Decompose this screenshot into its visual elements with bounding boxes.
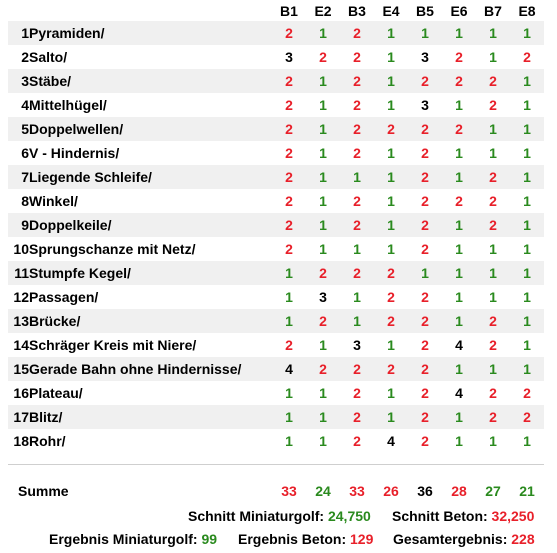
score-cell: 1 (476, 261, 510, 285)
score-cell: 2 (374, 117, 408, 141)
score-cell: 2 (408, 309, 442, 333)
row-number: 16 (8, 381, 29, 405)
score-cell: 1 (306, 405, 340, 429)
score-cell: 2 (272, 117, 306, 141)
score-cell: 1 (374, 141, 408, 165)
score-cell: 2 (510, 45, 544, 69)
score-cell: 2 (408, 69, 442, 93)
score-cell: 1 (510, 333, 544, 357)
score-cell: 3 (340, 333, 374, 357)
res-beton-stat (238, 531, 373, 547)
obstacle-name: Pyramiden/ (29, 21, 272, 45)
score-cell: 2 (340, 45, 374, 69)
table-row (8, 189, 544, 213)
score-cell: 1 (510, 213, 544, 237)
score-cell: 1 (510, 21, 544, 45)
score-cell: 1 (340, 309, 374, 333)
table-row (8, 45, 544, 69)
summe-total: 24 (315, 483, 331, 499)
score-cell: 2 (340, 213, 374, 237)
res-total-value: 228 (511, 531, 535, 547)
score-cell: 1 (510, 141, 544, 165)
score-cell: 1 (510, 357, 544, 381)
score-cell: 1 (510, 261, 544, 285)
score-cell: 2 (340, 357, 374, 381)
score-cell: 2 (476, 189, 510, 213)
score-cell: 2 (374, 261, 408, 285)
score-cell: 1 (476, 429, 510, 453)
score-cell: 1 (374, 381, 408, 405)
avg-beton-label: Schnitt Beton: (392, 508, 488, 524)
score-cell: 1 (408, 21, 442, 45)
score-cell: 2 (272, 21, 306, 45)
row-number: 6 (8, 141, 29, 165)
row-number: 12 (8, 285, 29, 309)
score-cell: 1 (272, 405, 306, 429)
score-cell: 1 (442, 213, 476, 237)
score-cell: 1 (442, 237, 476, 261)
res-mini-stat (49, 531, 217, 547)
header-hole: E6 (442, 0, 476, 21)
score-cell: 2 (272, 165, 306, 189)
avg-mini-stat (188, 508, 371, 524)
score-cell: 1 (510, 429, 544, 453)
score-cell: 1 (374, 21, 408, 45)
score-cell: 2 (476, 165, 510, 189)
score-cell: 1 (510, 69, 544, 93)
table-row (8, 141, 544, 165)
summe-total: 33 (281, 483, 297, 499)
res-beton-value: 129 (350, 531, 374, 547)
obstacle-name: Gerade Bahn ohne Hindernisse/ (29, 357, 272, 381)
score-cell: 2 (340, 189, 374, 213)
table-row (8, 285, 544, 309)
score-cell: 2 (374, 285, 408, 309)
score-cell: 1 (306, 237, 340, 261)
header-hole: E8 (510, 0, 544, 21)
score-cell: 2 (442, 69, 476, 93)
score-cell: 1 (374, 93, 408, 117)
summe-total: 28 (451, 483, 467, 499)
score-cell: 1 (306, 69, 340, 93)
score-cell: 2 (408, 237, 442, 261)
score-cell: 2 (476, 333, 510, 357)
obstacle-name: Doppelwellen/ (29, 117, 272, 141)
obstacle-name: Brücke/ (29, 309, 272, 333)
score-cell: 2 (408, 333, 442, 357)
row-number: 7 (8, 165, 29, 189)
header-hole: B3 (340, 0, 374, 21)
score-cell: 1 (442, 21, 476, 45)
score-cell: 1 (510, 309, 544, 333)
row-number: 2 (8, 45, 29, 69)
score-cell: 1 (272, 309, 306, 333)
score-cell: 1 (442, 141, 476, 165)
obstacle-name: Schräger Kreis mit Niere/ (29, 333, 272, 357)
score-cell: 2 (272, 69, 306, 93)
res-beton-label: Ergebnis Beton: (238, 531, 347, 547)
score-cell: 1 (272, 381, 306, 405)
score-cell: 4 (374, 429, 408, 453)
avg-beton-value: 32,250 (491, 508, 535, 524)
score-cell: 2 (442, 117, 476, 141)
score-cell: 2 (476, 213, 510, 237)
table-row (8, 213, 544, 237)
header-blank (29, 0, 272, 21)
row-number: 3 (8, 69, 29, 93)
score-cell: 3 (408, 45, 442, 69)
obstacle-name: V - Hindernis/ (29, 141, 272, 165)
score-cell: 1 (442, 93, 476, 117)
header-hole: B5 (408, 0, 442, 21)
score-cell: 1 (374, 237, 408, 261)
table-row (8, 357, 544, 381)
obstacle-name: Winkel/ (29, 189, 272, 213)
table-row (8, 261, 544, 285)
obstacle-name: Liegende Schleife/ (29, 165, 272, 189)
score-cell: 1 (374, 165, 408, 189)
score-cell: 1 (510, 165, 544, 189)
score-cell: 2 (306, 357, 340, 381)
score-cell: 1 (442, 405, 476, 429)
obstacle-name: Passagen/ (29, 285, 272, 309)
score-cell: 1 (510, 189, 544, 213)
header-hole: B7 (476, 0, 510, 21)
score-cell: 2 (306, 309, 340, 333)
row-number: 1 (8, 21, 29, 45)
score-cell: 1 (374, 45, 408, 69)
score-cell: 2 (510, 405, 544, 429)
score-cell: 3 (272, 45, 306, 69)
score-cell: 1 (476, 357, 510, 381)
score-cell: 2 (306, 45, 340, 69)
score-cell: 2 (340, 21, 374, 45)
score-cell: 1 (442, 309, 476, 333)
avg-beton-stat (392, 508, 534, 524)
score-cell: 4 (272, 357, 306, 381)
row-number: 8 (8, 189, 29, 213)
score-cell: 2 (340, 69, 374, 93)
score-cell: 1 (476, 117, 510, 141)
score-cell: 1 (306, 117, 340, 141)
obstacle-name: Stäbe/ (29, 69, 272, 93)
obstacle-name: Sprungschanze mit Netz/ (29, 237, 272, 261)
obstacle-name: Blitz/ (29, 405, 272, 429)
score-cell: 1 (306, 93, 340, 117)
score-cell: 2 (272, 141, 306, 165)
score-cell: 1 (306, 165, 340, 189)
score-cell: 2 (374, 309, 408, 333)
table-row (8, 237, 544, 261)
score-cell: 2 (408, 117, 442, 141)
score-cell: 1 (442, 261, 476, 285)
score-cell: 2 (442, 189, 476, 213)
score-cell: 2 (408, 213, 442, 237)
score-cell: 3 (306, 285, 340, 309)
row-number: 15 (8, 357, 29, 381)
summe-total: 26 (383, 483, 399, 499)
score-cell: 1 (476, 141, 510, 165)
score-cell: 2 (272, 213, 306, 237)
table-row (8, 405, 544, 429)
score-cell: 2 (408, 165, 442, 189)
score-cell: 1 (510, 285, 544, 309)
score-cell: 1 (306, 21, 340, 45)
score-cell: 2 (272, 333, 306, 357)
score-cell: 2 (340, 141, 374, 165)
score-cell: 2 (340, 261, 374, 285)
score-cell: 1 (340, 285, 374, 309)
avg-mini-value: 24,750 (327, 508, 371, 524)
row-number: 5 (8, 117, 29, 141)
score-cell: 2 (408, 141, 442, 165)
header-hole: E2 (306, 0, 340, 21)
score-cell: 2 (340, 429, 374, 453)
row-number: 14 (8, 333, 29, 357)
obstacle-name: Mittelhügel/ (29, 93, 272, 117)
table-row (8, 93, 544, 117)
score-cell: 2 (374, 357, 408, 381)
obstacle-name: Stumpfe Kegel/ (29, 261, 272, 285)
score-cell: 2 (510, 381, 544, 405)
score-cell: 1 (442, 357, 476, 381)
score-cell: 1 (476, 285, 510, 309)
avg-mini-label: Schnitt Miniaturgolf: (188, 508, 325, 524)
score-cell: 1 (510, 237, 544, 261)
score-cell: 2 (272, 189, 306, 213)
score-cell: 2 (476, 93, 510, 117)
table-row (8, 21, 544, 45)
score-cell: 1 (374, 405, 408, 429)
score-cell: 1 (306, 381, 340, 405)
score-table (8, 0, 544, 453)
score-cell: 2 (408, 429, 442, 453)
obstacle-name: Rohr/ (29, 429, 272, 453)
score-cell: 1 (374, 189, 408, 213)
score-cell: 1 (374, 333, 408, 357)
row-number: 4 (8, 93, 29, 117)
score-cell: 2 (476, 381, 510, 405)
table-row (8, 333, 544, 357)
score-cell: 1 (306, 429, 340, 453)
score-cell: 1 (476, 237, 510, 261)
header-row (8, 0, 544, 21)
obstacle-name: Salto/ (29, 45, 272, 69)
res-total-label: Gesamtergebnis: (393, 531, 508, 547)
score-cell: 1 (340, 237, 374, 261)
score-cell: 2 (408, 357, 442, 381)
score-cell: 2 (408, 189, 442, 213)
score-cell: 1 (306, 141, 340, 165)
table-row (8, 165, 544, 189)
score-cell: 2 (442, 45, 476, 69)
score-rows (8, 21, 544, 453)
score-cell: 1 (272, 261, 306, 285)
score-cell: 4 (442, 381, 476, 405)
table-row (8, 381, 544, 405)
score-cell: 1 (510, 93, 544, 117)
score-cell: 2 (340, 381, 374, 405)
table-row (8, 429, 544, 453)
score-cell: 2 (476, 69, 510, 93)
obstacle-name: Doppelkeile/ (29, 213, 272, 237)
score-cell: 2 (306, 261, 340, 285)
summe-total: 21 (519, 483, 535, 499)
score-cell: 1 (306, 213, 340, 237)
score-cell: 1 (374, 213, 408, 237)
score-cell: 2 (272, 237, 306, 261)
row-number: 13 (8, 309, 29, 333)
score-cell: 2 (340, 117, 374, 141)
score-cell: 1 (340, 165, 374, 189)
score-cell: 1 (476, 45, 510, 69)
row-number: 9 (8, 213, 29, 237)
score-cell: 2 (476, 309, 510, 333)
row-number: 17 (8, 405, 29, 429)
header-hole: B1 (272, 0, 306, 21)
row-number: 10 (8, 237, 29, 261)
table-row (8, 309, 544, 333)
score-cell: 1 (272, 429, 306, 453)
divider (8, 464, 544, 465)
table-row (8, 117, 544, 141)
header-blank (8, 0, 29, 21)
table-row (8, 69, 544, 93)
score-cell: 2 (340, 405, 374, 429)
score-cell: 2 (340, 93, 374, 117)
score-cell: 2 (476, 405, 510, 429)
score-cell: 1 (476, 21, 510, 45)
summe-total: 27 (485, 483, 501, 499)
score-cell: 2 (408, 405, 442, 429)
row-number: 18 (8, 429, 29, 453)
score-cell: 1 (442, 285, 476, 309)
res-total-stat (393, 531, 535, 547)
score-cell: 2 (272, 93, 306, 117)
score-cell: 1 (442, 429, 476, 453)
score-cell: 1 (442, 165, 476, 189)
score-cell: 3 (408, 93, 442, 117)
summe-total: 36 (417, 483, 433, 499)
res-mini-value: 99 (201, 531, 218, 547)
score-cell: 1 (272, 285, 306, 309)
summe-label: Summe (18, 483, 69, 499)
score-cell: 1 (510, 117, 544, 141)
score-cell: 1 (306, 333, 340, 357)
summe-total: 33 (349, 483, 365, 499)
res-mini-label: Ergebnis Miniaturgolf: (49, 531, 198, 547)
score-cell: 1 (374, 69, 408, 93)
row-number: 11 (8, 261, 29, 285)
score-cell: 2 (408, 381, 442, 405)
score-cell: 4 (442, 333, 476, 357)
score-cell: 1 (306, 189, 340, 213)
obstacle-name: Plateau/ (29, 381, 272, 405)
score-cell: 1 (408, 261, 442, 285)
header-hole: E4 (374, 0, 408, 21)
score-cell: 2 (408, 285, 442, 309)
